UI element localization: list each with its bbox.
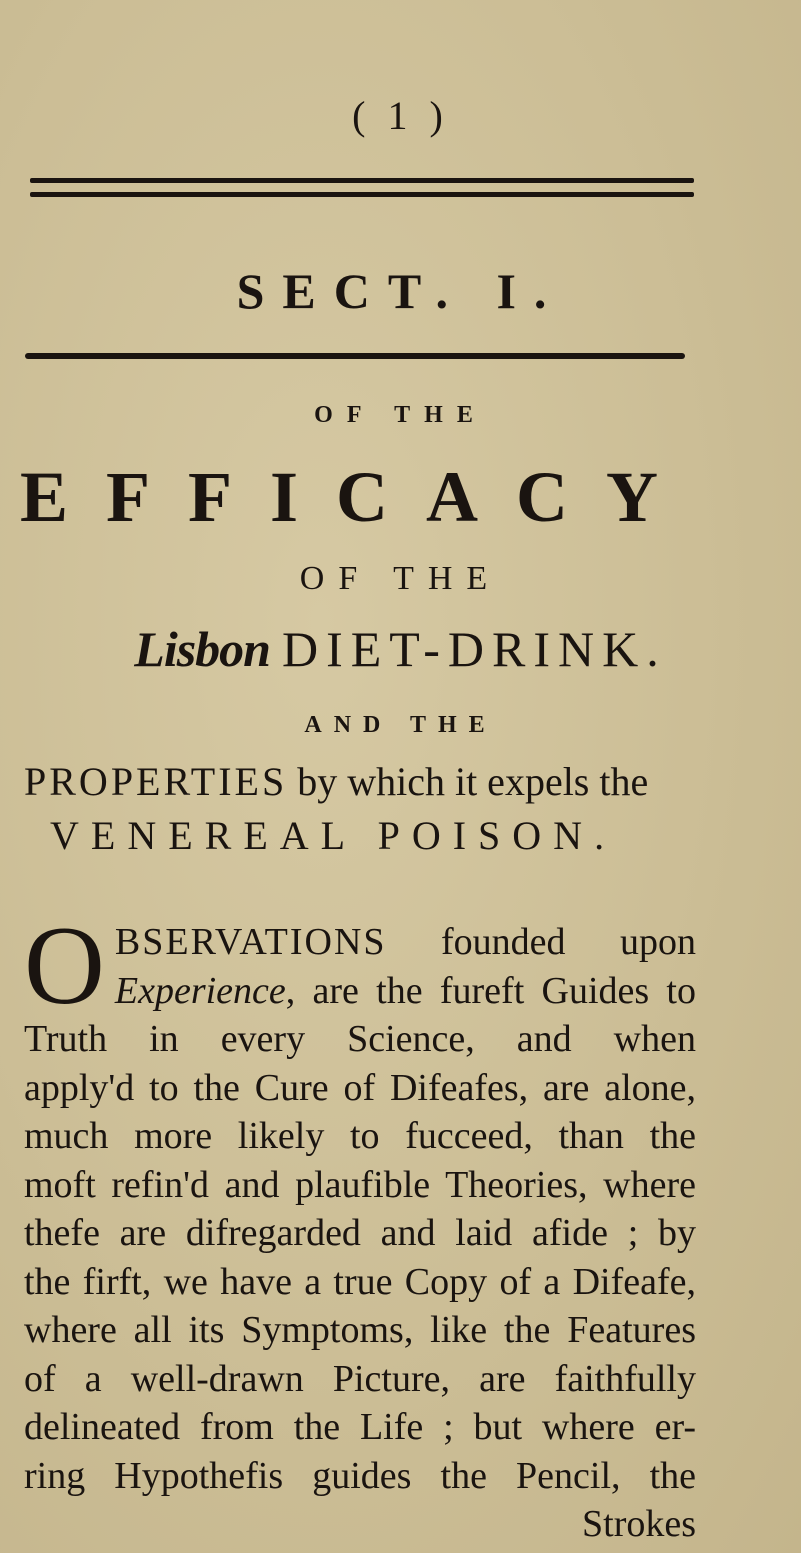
text-line: where all its Symptoms, like the Features [24,1309,696,1351]
title-and-the: AND THE [304,712,497,738]
drop-cap: O [24,904,105,1028]
title-diet-drink: DIET-DRINK. [281,621,667,677]
text-line: moft refin'd and plaufible Theories, where [24,1163,696,1206]
page-number: ( 1 ) [352,93,449,138]
double-rule-divider [30,178,694,197]
text-line: much more likely to fucceed, than the [24,1115,696,1157]
body-paragraph [24,904,696,1549]
text-line: apply'd to the Cure of Difeafes, are alone, [24,1066,696,1109]
title-of-the: OF THE [314,402,487,428]
title-of-the-2: OF THE [299,560,502,597]
text-line: thefe are difregarded and laid afide ; by [24,1212,696,1254]
title-lisbon: Lisbon [134,621,270,677]
title-venereal-poison: VENEREAL POISON. [50,813,617,858]
text-line: Truth in every Science, and when [24,1018,696,1060]
text-line: Experience, are the fureft Guides to [114,969,696,1012]
text-line: delineated from the Life ; but where er- [24,1406,696,1448]
text-line: of a well-drawn Picture, are faithfully [24,1357,696,1400]
text-line: the firft, we have a true Copy of a Difeafe, [24,1260,696,1303]
title-properties: PROPERTIES by which it expels the [24,759,649,804]
text-line: BSERVATIONS founded upon [114,921,696,963]
title-lisbon-diet-drink [0,620,801,678]
section-heading: SECT. I. [236,263,565,319]
text-line: ring Hypothefis guides the Pencil, the [24,1454,696,1497]
rule-divider [25,353,685,359]
catchword: Strokes [582,1503,696,1545]
title-efficacy: EFFICACY [20,457,696,537]
